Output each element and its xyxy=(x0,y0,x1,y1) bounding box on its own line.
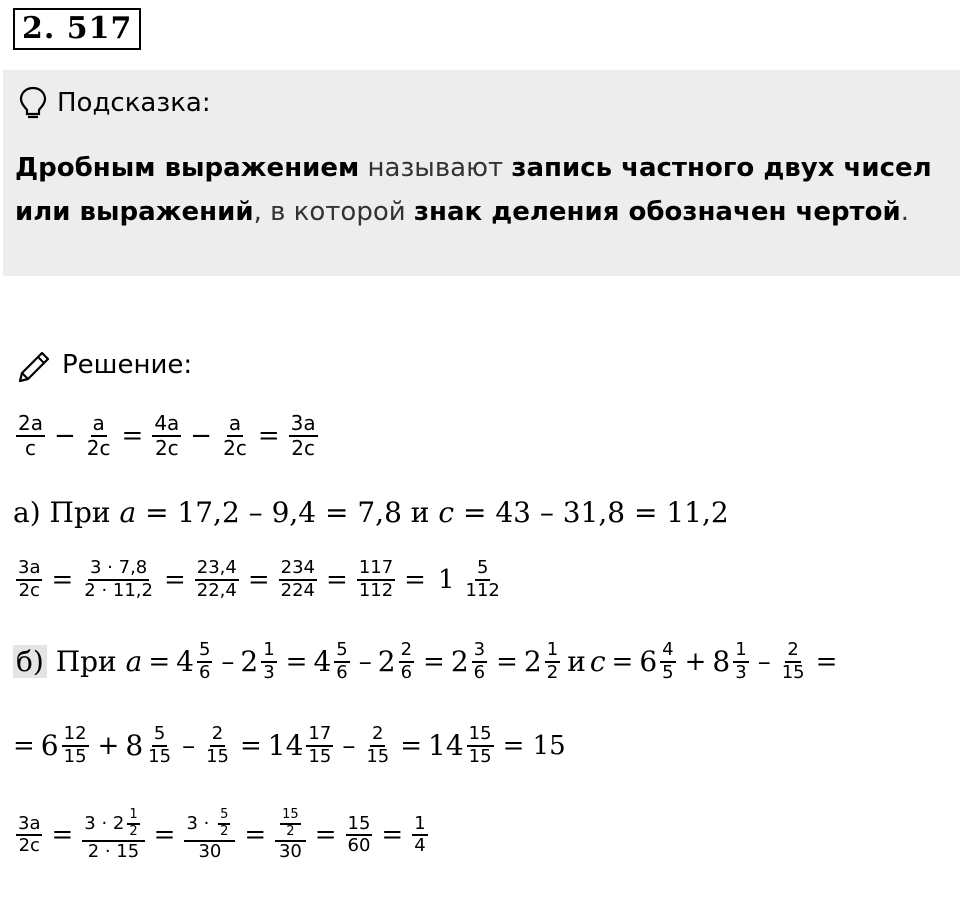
fraction: 5 15 xyxy=(148,723,172,767)
operator: – xyxy=(358,646,372,677)
fraction: 3 · 2 $\frac{1}{2}$ 2 · 15 xyxy=(82,808,144,863)
hint-connector: , в которой xyxy=(253,197,406,227)
operator: = xyxy=(257,421,280,451)
fraction: 12 15 xyxy=(63,723,87,767)
fraction: $\frac{a}{2c}$ xyxy=(223,411,247,460)
operator: = xyxy=(247,564,270,595)
fraction: $\frac{2}{15}$ xyxy=(781,639,805,683)
hint-box xyxy=(3,70,960,276)
operator: – xyxy=(182,730,196,761)
fraction: $\frac{2}{15}$ xyxy=(366,723,390,767)
fraction: 5 6 xyxy=(336,639,348,683)
hint-period: . xyxy=(900,197,909,227)
var-c: c xyxy=(438,496,455,529)
fraction: $\frac{\frac{15}{2}}{30}$ xyxy=(275,808,306,863)
operator: = xyxy=(400,730,423,761)
operator: = xyxy=(404,564,426,595)
fraction: 3 · $\frac{5}{2}$ 30 xyxy=(184,808,235,863)
fraction: $\frac{3a}{2c}$ xyxy=(18,812,41,857)
operator: = xyxy=(148,646,171,677)
fraction: $\frac{15}{60}$ xyxy=(347,812,371,857)
fraction: $\frac{1}{4}$ xyxy=(414,812,426,857)
nested-fraction: $\frac{5}{2}$ xyxy=(220,807,229,839)
operator: – xyxy=(757,646,771,677)
fraction: $\frac{23,4}{22,4}$ xyxy=(196,557,237,601)
operator: = xyxy=(815,646,838,677)
operator: + xyxy=(684,646,707,677)
whole-part: 4 xyxy=(313,645,332,679)
hint-term: Дробным выражением xyxy=(15,153,360,183)
part-b-label: б) xyxy=(13,645,47,678)
part-b-continued xyxy=(13,724,572,767)
part-a-values xyxy=(13,496,729,529)
operator: = xyxy=(13,730,35,761)
and-word: и xyxy=(567,645,586,679)
part-b-calc xyxy=(13,808,431,863)
problem-number: 2. 517 xyxy=(13,8,141,50)
fraction: $\frac{1}{3}$ xyxy=(263,639,275,683)
hint-header xyxy=(19,86,211,120)
fraction: $\frac{15}{15}$ xyxy=(468,723,492,767)
operator: = xyxy=(51,564,74,595)
fraction: 5 112 xyxy=(465,557,500,601)
final-result: = 15 xyxy=(502,730,566,761)
whole-part: 8 xyxy=(125,729,144,763)
operator: + xyxy=(97,730,120,761)
fraction: 1 2 xyxy=(546,639,559,683)
hint-definition: запись частного двух чисел или выражений xyxy=(15,153,932,227)
whole-part: 4 xyxy=(176,645,194,679)
operator: = xyxy=(239,730,262,761)
part-b-values xyxy=(13,640,843,683)
solution-title: Решение: xyxy=(62,350,193,380)
hint-division-sign: знак деления обозначен чертой xyxy=(413,197,901,227)
fraction: $\frac{a}{2c}$ xyxy=(86,411,111,460)
fraction: $\frac{3a}{2c}$ xyxy=(290,411,316,460)
operator: = xyxy=(121,421,144,451)
fraction: 5 6 xyxy=(198,639,211,683)
operator: – xyxy=(221,646,235,677)
whole-part: 6 xyxy=(639,645,658,679)
operator: − xyxy=(53,421,76,451)
hint-verb: называют xyxy=(367,153,504,183)
operator: = xyxy=(163,564,186,595)
part-a-calc xyxy=(13,558,505,601)
expr-c: = 43 – 31,8 = 11,2 xyxy=(462,496,729,529)
operator: = xyxy=(496,646,518,677)
operator: – xyxy=(342,730,356,761)
whole-part: 14 xyxy=(267,729,304,763)
nested-fraction: $\frac{15}{2}$ xyxy=(282,807,299,839)
fraction: $\frac{3a}{2c}$ xyxy=(18,557,41,601)
operator: = xyxy=(153,820,176,851)
whole-part: 2 xyxy=(240,645,259,679)
simplification-row xyxy=(13,412,321,460)
operator: − xyxy=(190,421,213,451)
part-a-label: а) xyxy=(13,496,41,529)
pri-word: При xyxy=(55,645,117,679)
operator: = xyxy=(314,820,337,851)
whole-part: 2 xyxy=(377,645,396,679)
lightbulb-icon xyxy=(19,86,47,120)
operator: = xyxy=(285,646,308,677)
whole-part: 2 xyxy=(450,645,469,679)
operator: = xyxy=(244,820,267,851)
operator: = xyxy=(381,820,404,851)
fraction: 17 15 xyxy=(308,723,332,767)
solution-header xyxy=(14,345,192,385)
pencil-icon xyxy=(14,345,54,385)
fraction: $\frac{2}{15}$ xyxy=(206,723,229,767)
whole-part: 14 xyxy=(428,729,464,763)
operator: = xyxy=(423,646,445,677)
fraction: 2a c xyxy=(18,411,43,460)
fraction: $\frac{3 \cdot 7,8}{2 \cdot 11,2}$ xyxy=(84,557,153,601)
var-a: a xyxy=(125,645,143,679)
operator: = xyxy=(51,820,74,851)
whole-part: 8 xyxy=(712,645,731,679)
whole-part: 2 xyxy=(523,645,542,679)
fraction: 4 5 xyxy=(662,639,674,683)
nested-fraction: $\frac{1}{2}$ xyxy=(129,807,138,839)
var-a: a xyxy=(119,496,137,529)
fraction: $\frac{2}{6}$ xyxy=(400,639,413,683)
hint-text xyxy=(15,146,946,234)
fraction: $\frac{234}{224}$ xyxy=(280,557,316,601)
pri-word: При xyxy=(49,496,111,529)
fraction: $\frac{4a}{2c}$ xyxy=(154,411,180,460)
var-c: c xyxy=(589,645,606,679)
operator: = xyxy=(611,646,634,677)
expr-a: = 17,2 – 9,4 = 7,8 и xyxy=(145,496,430,529)
operator: = xyxy=(326,564,348,595)
hint-title: Подсказка: xyxy=(57,88,211,118)
fraction: 1 3 xyxy=(735,639,747,683)
whole-part: 6 xyxy=(40,729,59,763)
whole-part: 1 xyxy=(437,564,455,595)
fraction: $\frac{3}{6}$ xyxy=(473,639,486,683)
fraction: $\frac{117}{112}$ xyxy=(358,557,394,601)
